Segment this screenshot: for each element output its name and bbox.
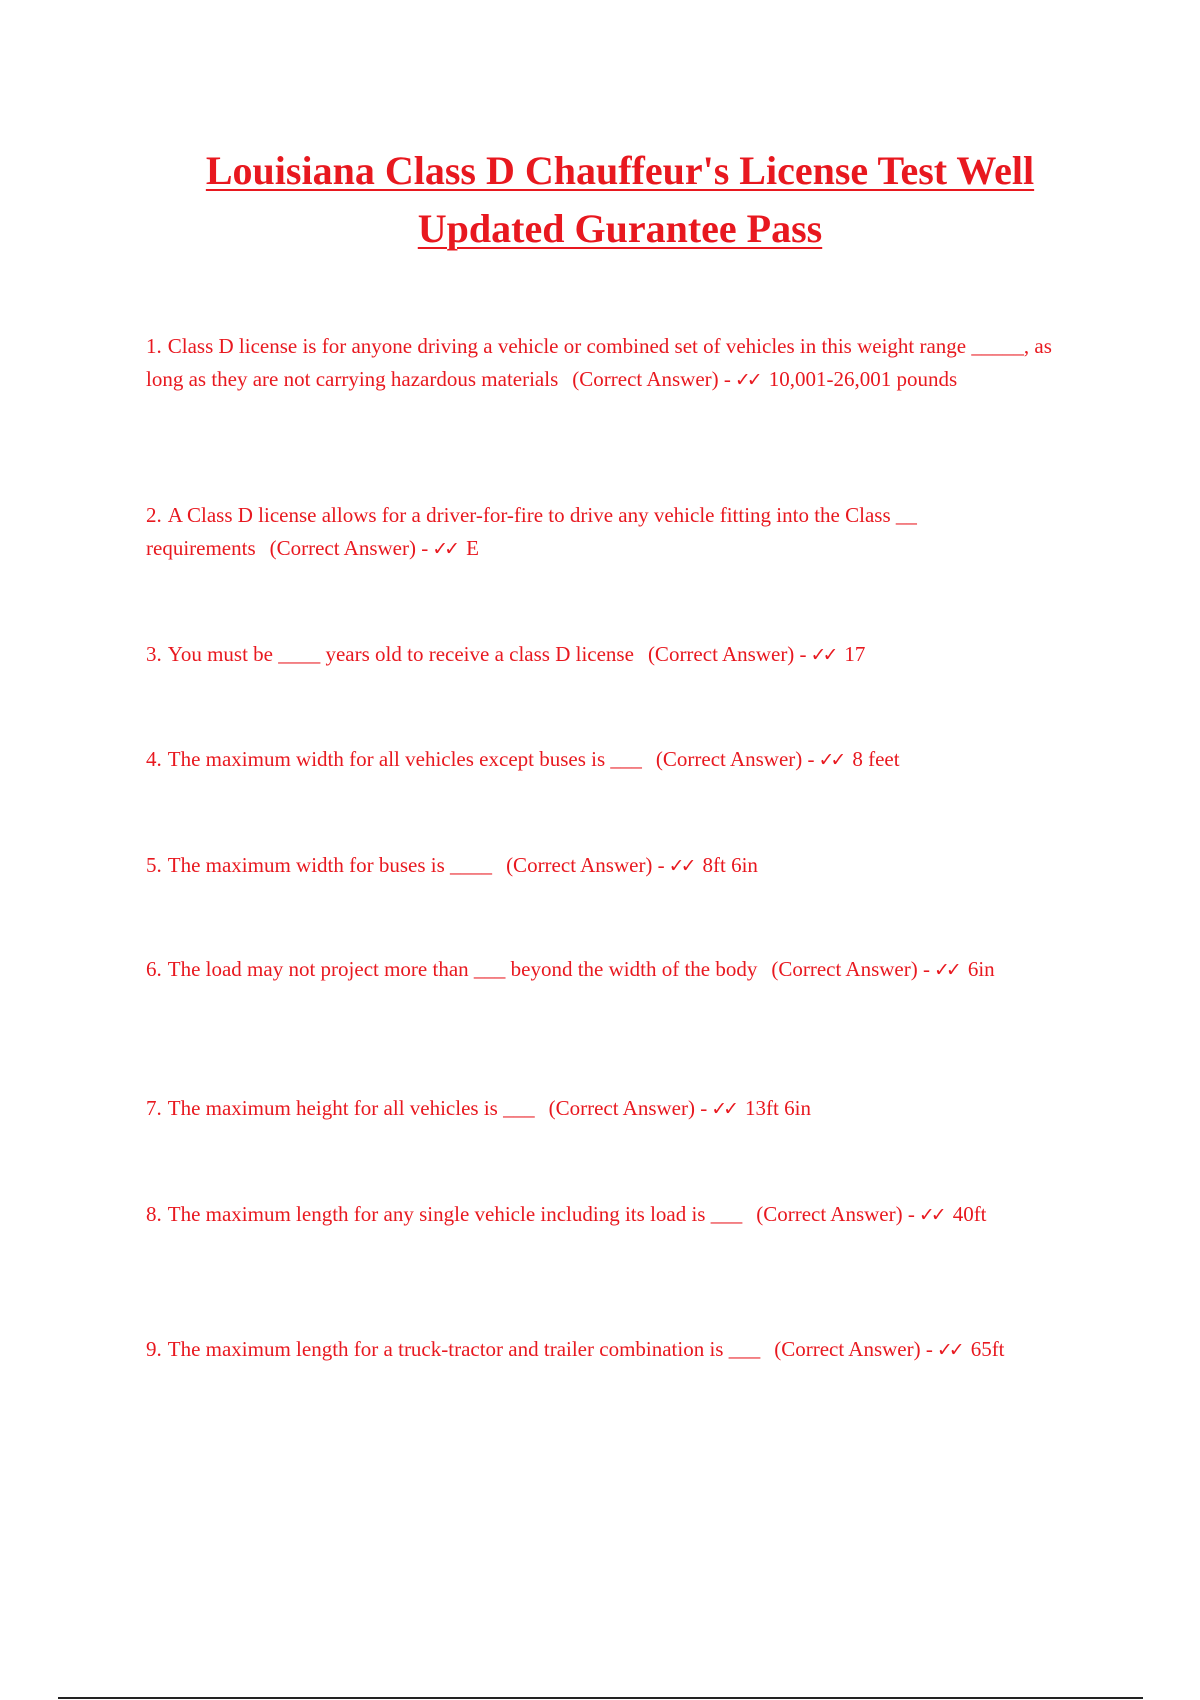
correct-answer-tag: (Correct Answer) - xyxy=(647,642,807,666)
double-check-icon: ✓✓ xyxy=(668,855,693,877)
bottom-divider xyxy=(58,1697,1143,1699)
question-number: 5. xyxy=(146,853,162,877)
question-item xyxy=(146,330,1068,397)
answer-text: 6in xyxy=(967,957,995,981)
answer-text: 13ft 6in xyxy=(745,1096,811,1120)
question-text: The load may not project more than ___ beyond the width of the body xyxy=(167,957,758,981)
question-number: 8. xyxy=(146,1202,162,1226)
question-text: You must be ____ years old to receive a class D license xyxy=(167,642,634,666)
question-item xyxy=(146,1333,1068,1367)
question-item xyxy=(146,743,1068,777)
answer-text: 8 feet xyxy=(852,747,900,771)
question-item xyxy=(146,1198,1068,1232)
double-check-icon: ✓✓ xyxy=(432,538,457,560)
correct-answer-tag: (Correct Answer) - xyxy=(756,1202,915,1226)
double-check-icon: ✓✓ xyxy=(711,1098,736,1120)
correct-answer-tag: (Correct Answer) - xyxy=(572,367,731,391)
document-title: Louisiana Class D Chauffeur's License Test Well Updated Gurantee Pass xyxy=(205,148,1035,251)
question-number: 4. xyxy=(146,747,162,771)
question-item xyxy=(146,953,1068,987)
double-check-icon: ✓✓ xyxy=(810,644,835,666)
correct-answer-tag: (Correct Answer) - xyxy=(506,853,665,877)
double-check-icon: ✓✓ xyxy=(734,369,759,391)
question-text: The maximum length for a truck-tractor and trailer combination is ___ xyxy=(167,1337,761,1361)
question-item xyxy=(146,849,1068,883)
question-number: 7. xyxy=(146,1096,162,1120)
question-number: 3. xyxy=(146,642,162,666)
question-text: The maximum length for any single vehicle including its load is ___ xyxy=(167,1202,743,1226)
question-text: Class D license is for anyone driving a vehicle or combined set of vehicles in this weight range _____, as long as they are not carrying hazardous materials xyxy=(146,334,1052,391)
question-item xyxy=(146,499,1068,566)
correct-answer-tag: (Correct Answer) - xyxy=(269,536,429,560)
question-text: A Class D license allows for a driver-for-fire to drive any vehicle fitting into the Class __ requirements xyxy=(146,503,917,560)
answer-text: E xyxy=(466,536,479,560)
double-check-icon: ✓✓ xyxy=(933,959,958,981)
answer-text: 65ft xyxy=(970,1337,1005,1361)
answer-text: 17 xyxy=(844,642,866,666)
answer-text: 40ft xyxy=(952,1202,987,1226)
answer-text: 10,001-26,001 pounds xyxy=(768,367,958,391)
correct-answer-tag: (Correct Answer) - xyxy=(548,1096,708,1120)
double-check-icon: ✓✓ xyxy=(818,749,843,771)
question-number: 6. xyxy=(146,957,162,981)
question-number: 1. xyxy=(146,334,162,358)
question-item xyxy=(146,638,1068,672)
correct-answer-tag: (Correct Answer) - xyxy=(771,957,930,981)
question-number: 2. xyxy=(146,503,162,527)
answer-text: 8ft 6in xyxy=(702,853,758,877)
question-text: The maximum width for buses is ____ xyxy=(167,853,493,877)
correct-answer-tag: (Correct Answer) - xyxy=(655,747,815,771)
correct-answer-tag: (Correct Answer) - xyxy=(774,1337,933,1361)
question-text: The maximum height for all vehicles is ___ xyxy=(167,1096,535,1120)
question-text: The maximum width for all vehicles except buses is ___ xyxy=(167,747,642,771)
double-check-icon: ✓✓ xyxy=(936,1339,961,1361)
question-number: 9. xyxy=(146,1337,162,1361)
question-item xyxy=(146,1092,1068,1126)
double-check-icon: ✓✓ xyxy=(918,1204,943,1226)
